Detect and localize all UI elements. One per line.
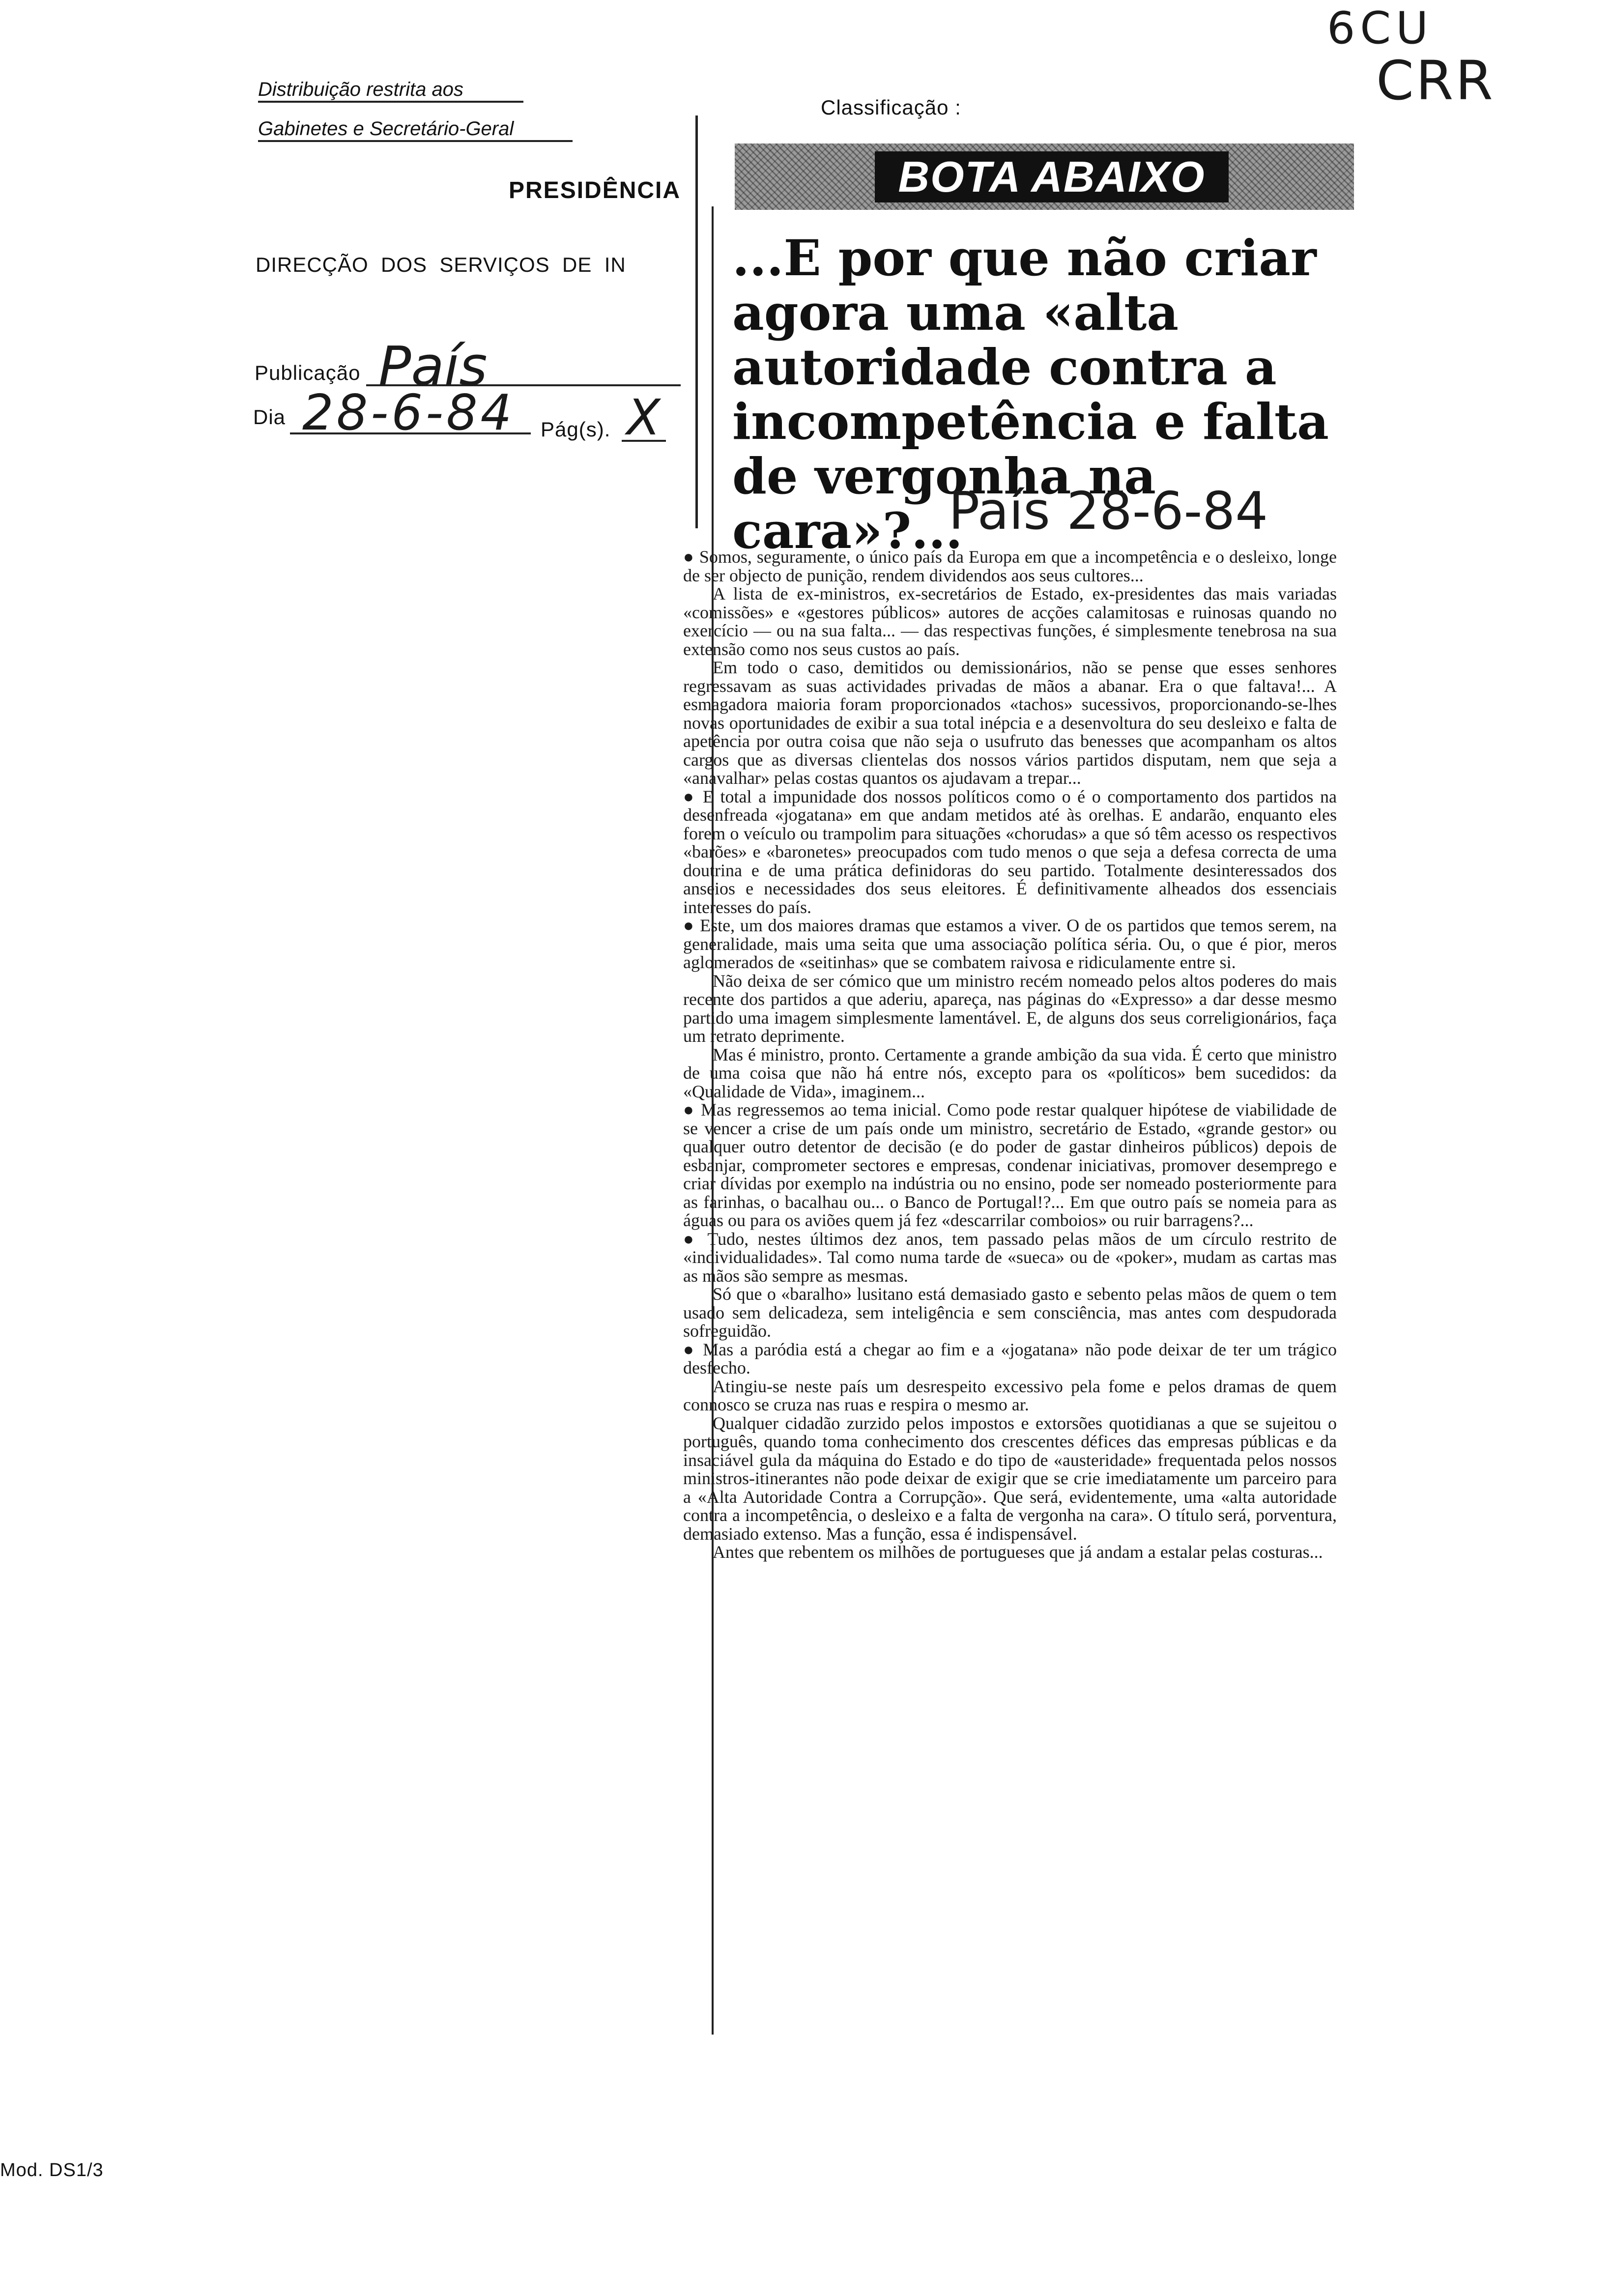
headline-line-5: de vergonha na <box>732 447 1156 505</box>
page-value: X <box>627 389 661 446</box>
article-body <box>683 548 1337 1562</box>
headline-line-3: autoridade contra a <box>732 338 1277 396</box>
paragraph: Não deixa de ser cómico que um ministro recém nomeado pelos altos poderes do mais recente dos partidos a que aderiu, apareça, nas páginas do «Expresso» a dar desse mesmo partido uma imagem simplesmente lamentável. E, de alguns dos seus correligionários, faça um retrato deprimente. <box>683 971 1337 1046</box>
page-label: Pág(s). <box>541 418 611 441</box>
paragraph: ● Este, um dos maiores dramas que estamos a viver. O de os partidos que temos serem, na generalidade, mais uma seita que uma associação política séria. Ou, o que é pior, meros aglomerados de «seitinhas» que se combatem raivosa e ridiculamente entre si. <box>683 917 1337 972</box>
headline-line-4: incompetência e falta <box>732 393 1329 451</box>
paragraph: ● Mas a paródia está a chegar ao fim e a «jogatana» não pode deixar de ter um trágico desfecho. <box>683 1341 1337 1378</box>
day-value: 28-6-84 <box>302 384 515 441</box>
paragraph: Mas é ministro, pronto. Certamente a grande ambição da sua vida. É certo que ministro de uma coisa que não há entre nós, excepto para os «políticos» bem sucedidos: da «Qualidade de Vida», imaginem... <box>683 1044 1337 1101</box>
paragraph: Antes que rebentem os milhões de portugueses que já andam a estalar pelas costuras... <box>713 1542 1323 1562</box>
paragraph: A lista de ex-ministros, ex-secretários de Estado, ex-presidentes das mais variadas «comissões» e «gestores públicos» autores de acções calamitosas e ruinosas quando no exercício — ou na sua falta... — das respectivas funções, é simplesmente tenebrosa na sua extensão como nos seus custos ao país. <box>683 584 1337 659</box>
headline-line-2: agora uma «alta <box>732 284 1179 342</box>
paragraph: Em todo o caso, demitidos ou demissionários, não se pense que esses senhores regressavam as suas actividades privadas de mãos a abanar. Era o que faltava!... A esmagadora maioria foram proporcionados «tachos» sucessivos, proporcionando-se-lhes novas oportunidades de exibir a sua total inépcia e a desenvoltura do seu desleixo e falta de apetência por outra coisa que não seja o usufruto das benesses que acompanham os altos cargos que as diversas clientelas dos nossos vários partidos disputam, nem que seja a «anavalhar» pelas costas quantos os ajudavam a trepar... <box>683 658 1337 788</box>
publication-label: Publicação <box>255 361 361 384</box>
paragraph: Atingiu-se neste país um desrespeito excessivo pela fome e pelos dramas de quem connosco se cruza nas ruas e respira o mesmo ar. <box>683 1376 1337 1414</box>
form-code: Mod. DS1/3 <box>0 2160 104 2181</box>
presidency-label: PRESIDÊNCIA <box>509 177 681 203</box>
section-banner: BOTA ABAIXO <box>875 151 1229 202</box>
paragraph: Só que o «baralho» lusitano está demasiado gasto e sebento pelas mãos de quem o tem usado sem delicadeza, sem inteligência e sem consciência, mas antes com despudorada sofreguidão. <box>683 1284 1337 1341</box>
distribution-line-2: Gabinetes e Secretário-Geral <box>258 118 573 142</box>
classification-label: Classificação : <box>821 96 961 119</box>
corner-annotation-line1: 6CU <box>1327 2 1433 54</box>
paragraph: ● Somos, seguramente, o único país da Europa em que a incompetência e o desleixo, longe de ser objecto de punição, rendem dividendos aos seus cultores... <box>683 548 1337 585</box>
header-divider-line <box>695 115 698 528</box>
publication-value: País <box>378 335 488 398</box>
headline-line-1: ...E por que não criar <box>732 229 1317 287</box>
directorate-label: DIRECÇÃO DOS SERVIÇOS DE IN <box>256 253 626 276</box>
day-label: Dia <box>253 405 286 429</box>
handwritten-reference: País 28-6-84 <box>949 481 1268 541</box>
distribution-line-1: Distribuição restrita aos <box>258 79 523 103</box>
paragraph: Qualquer cidadão zurzido pelos impostos e extorsões quotidianas a que se sujeitou o português, quando toma conhecimento dos crescentes défices das empresas públicas e da insaciável gula da máquina do Estado e do tipo de «austeridade» frequentada pelos nossos ministros-itinerantes não pode deixar de exigir que se crie imediatamente um parceiro para a «Alta Autoridade Contra a Corrupção». Que será, evidentemente, uma «alta autoridade contra a incompetência, o desleixo e a falta de vergonha na cara». O título será, porventura, demasiado extenso. Mas a função, essa é indispensável. <box>683 1413 1337 1544</box>
paragraph: ● Mas regressemos ao tema inicial. Como pode restar qualquer hipótese de viabilidade de se vencer a crise de um país onde um ministro, secretário de Estado, «grande gestor» ou qualquer outro detentor de decisão (e do poder de gastar dinheiros públicos) depois de esbanjar, comprometer sectores e empresas, condenar iniciativas, promover desemprego e criar dívidas por exemplo na indústria ou no ensino, pode ser nomeado posteriormente para as farinhas, o bacalhau ou... o Banco de Portugal!?... Em que outro país se nomeia para as águas ou para os aviões quem já fez «descarrilar comboios» ou ruir barragens?... <box>683 1101 1337 1230</box>
headline-line-6: cara»?... <box>732 502 963 560</box>
paragraph: ● E total a impunidade dos nossos políticos como o é o comportamento dos partidos na desenfreada «jogatana» em que andam metidos até às orelhas. E andarão, enquanto eles forem o veículo ou trampolim para situações «chorudas» a que só têm acesso os respectivos «barões» e «baronetes» preocupados com tudo menos o que seja a defesa correcta de uma doutrina e de uma prática definidoras do seu partido. Totalmente desinteressados dos anseios e necessidades dos seus eleitores. É definitivamente alheados dos essenciais interesses do país. <box>683 788 1337 917</box>
corner-annotation-line2: CRR <box>1376 49 1495 112</box>
paragraph: ● Tudo, nestes últimos dez anos, tem passado pelas mãos de um círculo restrito de «individualidades». Tal como numa tarde de «sueca» ou de «poker», mudam as cartas mas as mãos são sempre as mesmas. <box>683 1230 1337 1286</box>
